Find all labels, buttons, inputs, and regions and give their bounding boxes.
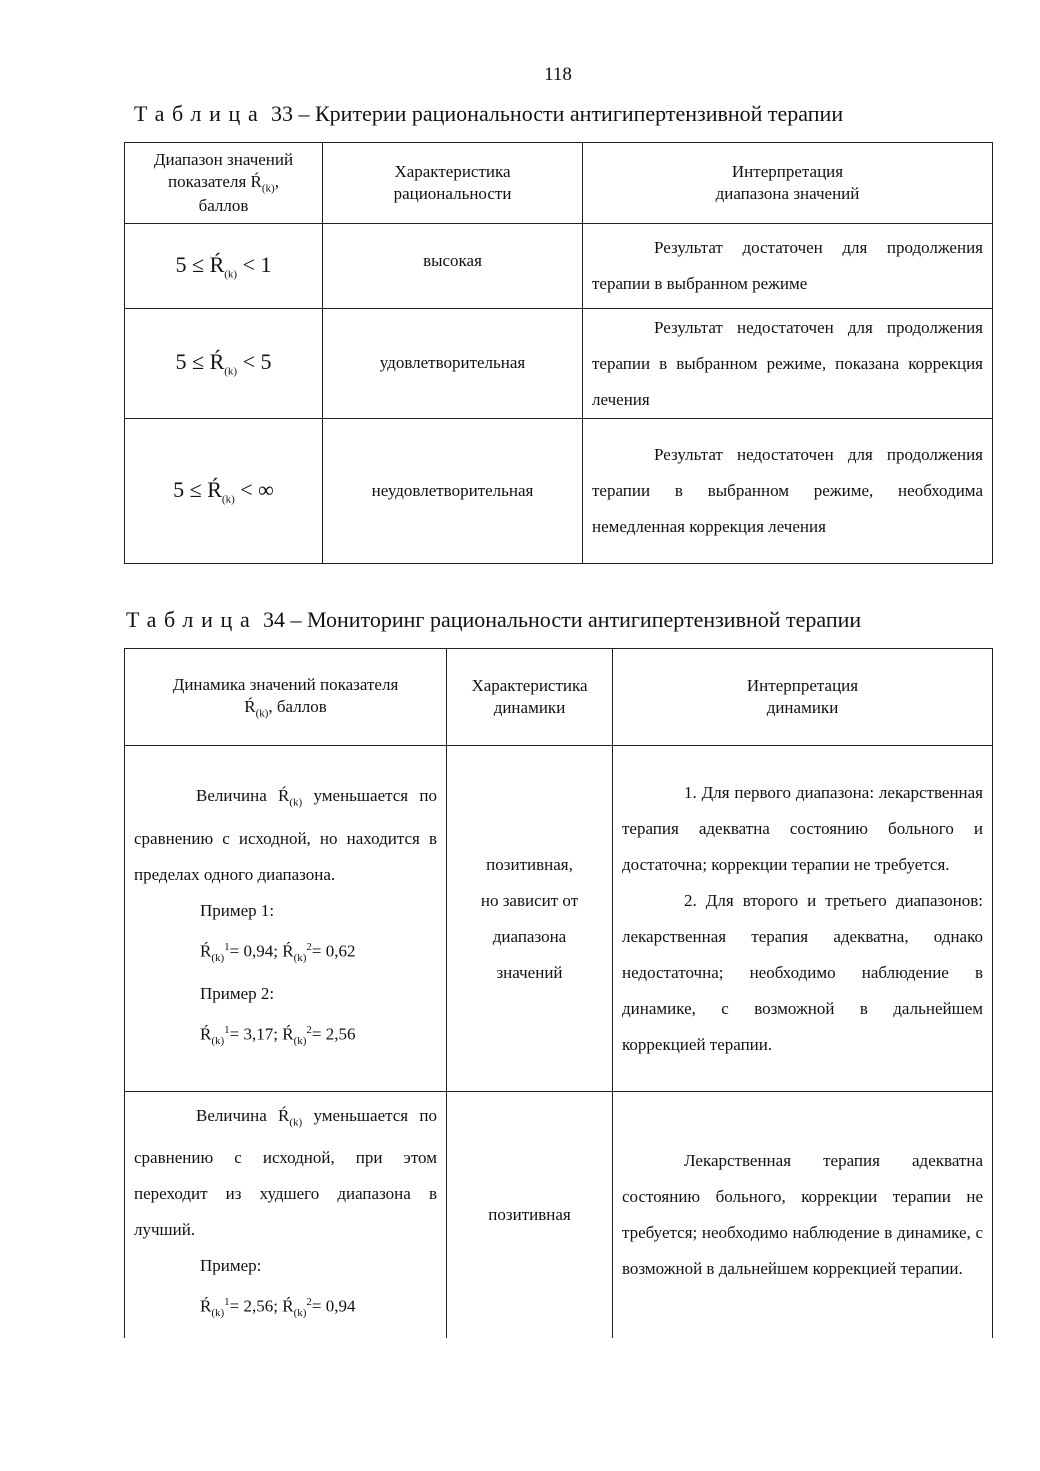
dynamics-cell: [125, 1092, 447, 1338]
characteristic-cell: позитивная, но зависит от диапазона значений: [447, 746, 613, 1092]
range-cell: $5 \le Ŕ_{(k)}$ < ∞: [125, 419, 323, 564]
characteristic-cell: неудовлетворительная: [323, 419, 583, 564]
page-number: 118: [544, 64, 572, 85]
table-34: [124, 648, 993, 1338]
example-label: Пример 2:: [200, 983, 275, 1003]
table-34-caption: [126, 607, 861, 633]
interpretation-cell: 1. Для первого диапазона: лекарственная терапия адекватна состоянию больного и достаточна; коррекции терапии не требуется. 2. Для второго и третьего диапазонов: лекарственная терапия адекватна, однако недостаточна; необходимо наблюдение в динамике, с возможной в дальнейшем коррекцией терапии.: [613, 746, 993, 1092]
table-header-row: [125, 649, 993, 746]
interpretation-cell: Результат недостаточен для продолжения терапии в выбранном режиме, необходима немедленная коррекция лечения: [583, 419, 993, 564]
caption-word: Таблица: [126, 607, 258, 632]
table-33-caption: [134, 101, 843, 127]
table-header-row: [125, 143, 993, 224]
interpretation-cell: Результат недостаточен для продолжения терапии в выбранном режиме, показана коррекция лечения: [583, 309, 993, 419]
range-cell: $5 \le Ŕ_{(k)} < 1$: [125, 224, 323, 309]
table-row: [125, 1092, 993, 1338]
table-row: [125, 309, 993, 419]
table-33: [124, 142, 993, 564]
caption-text: 34 – Мониторинг рациональности антигипертензивной терапии: [257, 607, 862, 632]
interpretation-cell: Результат достаточен для продолжения терапии в выбранном режиме: [583, 224, 993, 309]
header-interpretation: Интерпретация динамики: [613, 649, 993, 746]
interpretation-cell: Лекарственная терапия адекватна состоянию больного, коррекции терапии не требуется; необходимо наблюдение в динамике, с возможной в дальнейшем коррекцией терапии.: [613, 1092, 993, 1338]
header-characteristic: Характеристика рациональности: [323, 143, 583, 224]
header-interpretation: Интерпретация диапазона значений: [583, 143, 993, 224]
caption-text: 33 – Критерии рациональности антигипертензивной терапии: [265, 101, 844, 126]
dynamics-cell: [125, 746, 447, 1092]
example-label: Пример:: [200, 1256, 262, 1276]
header-dynamics: Динамика значений показателя $Ŕ_{(k)}$, баллов: [125, 649, 447, 746]
characteristic-cell: позитивная: [447, 1092, 613, 1338]
range-cell: $5 \le Ŕ_{(k)} < 5$: [125, 309, 323, 419]
header-characteristic: Характеристика динамики: [447, 649, 613, 746]
example-values: $Ŕ_{(k)}^1= 0,94$; $Ŕ_{(k)}^2= 0,62$: [200, 940, 356, 964]
characteristic-cell: высокая: [323, 224, 583, 309]
table-row: [125, 746, 993, 1092]
table-row: [125, 419, 993, 564]
table-row: [125, 224, 993, 309]
characteristic-cell: удовлетворительная: [323, 309, 583, 419]
example-values: $Ŕ_{(k)}^1= 2,56$; $Ŕ_{(k)}^2= 0,94$: [200, 1296, 356, 1320]
header-range: Диапазон значений показателя $Ŕ_{(k)}$, баллов: [125, 143, 323, 224]
example-values: $Ŕ_{(k)}^1= 3,17$; $Ŕ_{(k)}^2= 2,56$: [200, 1023, 356, 1047]
dynamics-description: Величина $Ŕ_{(k)}$ уменьшается по сравнению с исходной, при этом переходит из худшего диапазона в лучший.: [134, 1106, 437, 1240]
dynamics-description: Величина $Ŕ_{(k)}$ уменьшается по сравнению с исходной, но находится в пределах одного диапазона.: [134, 786, 437, 884]
example-label: Пример 1:: [200, 900, 275, 920]
caption-word: Таблица: [134, 101, 266, 126]
